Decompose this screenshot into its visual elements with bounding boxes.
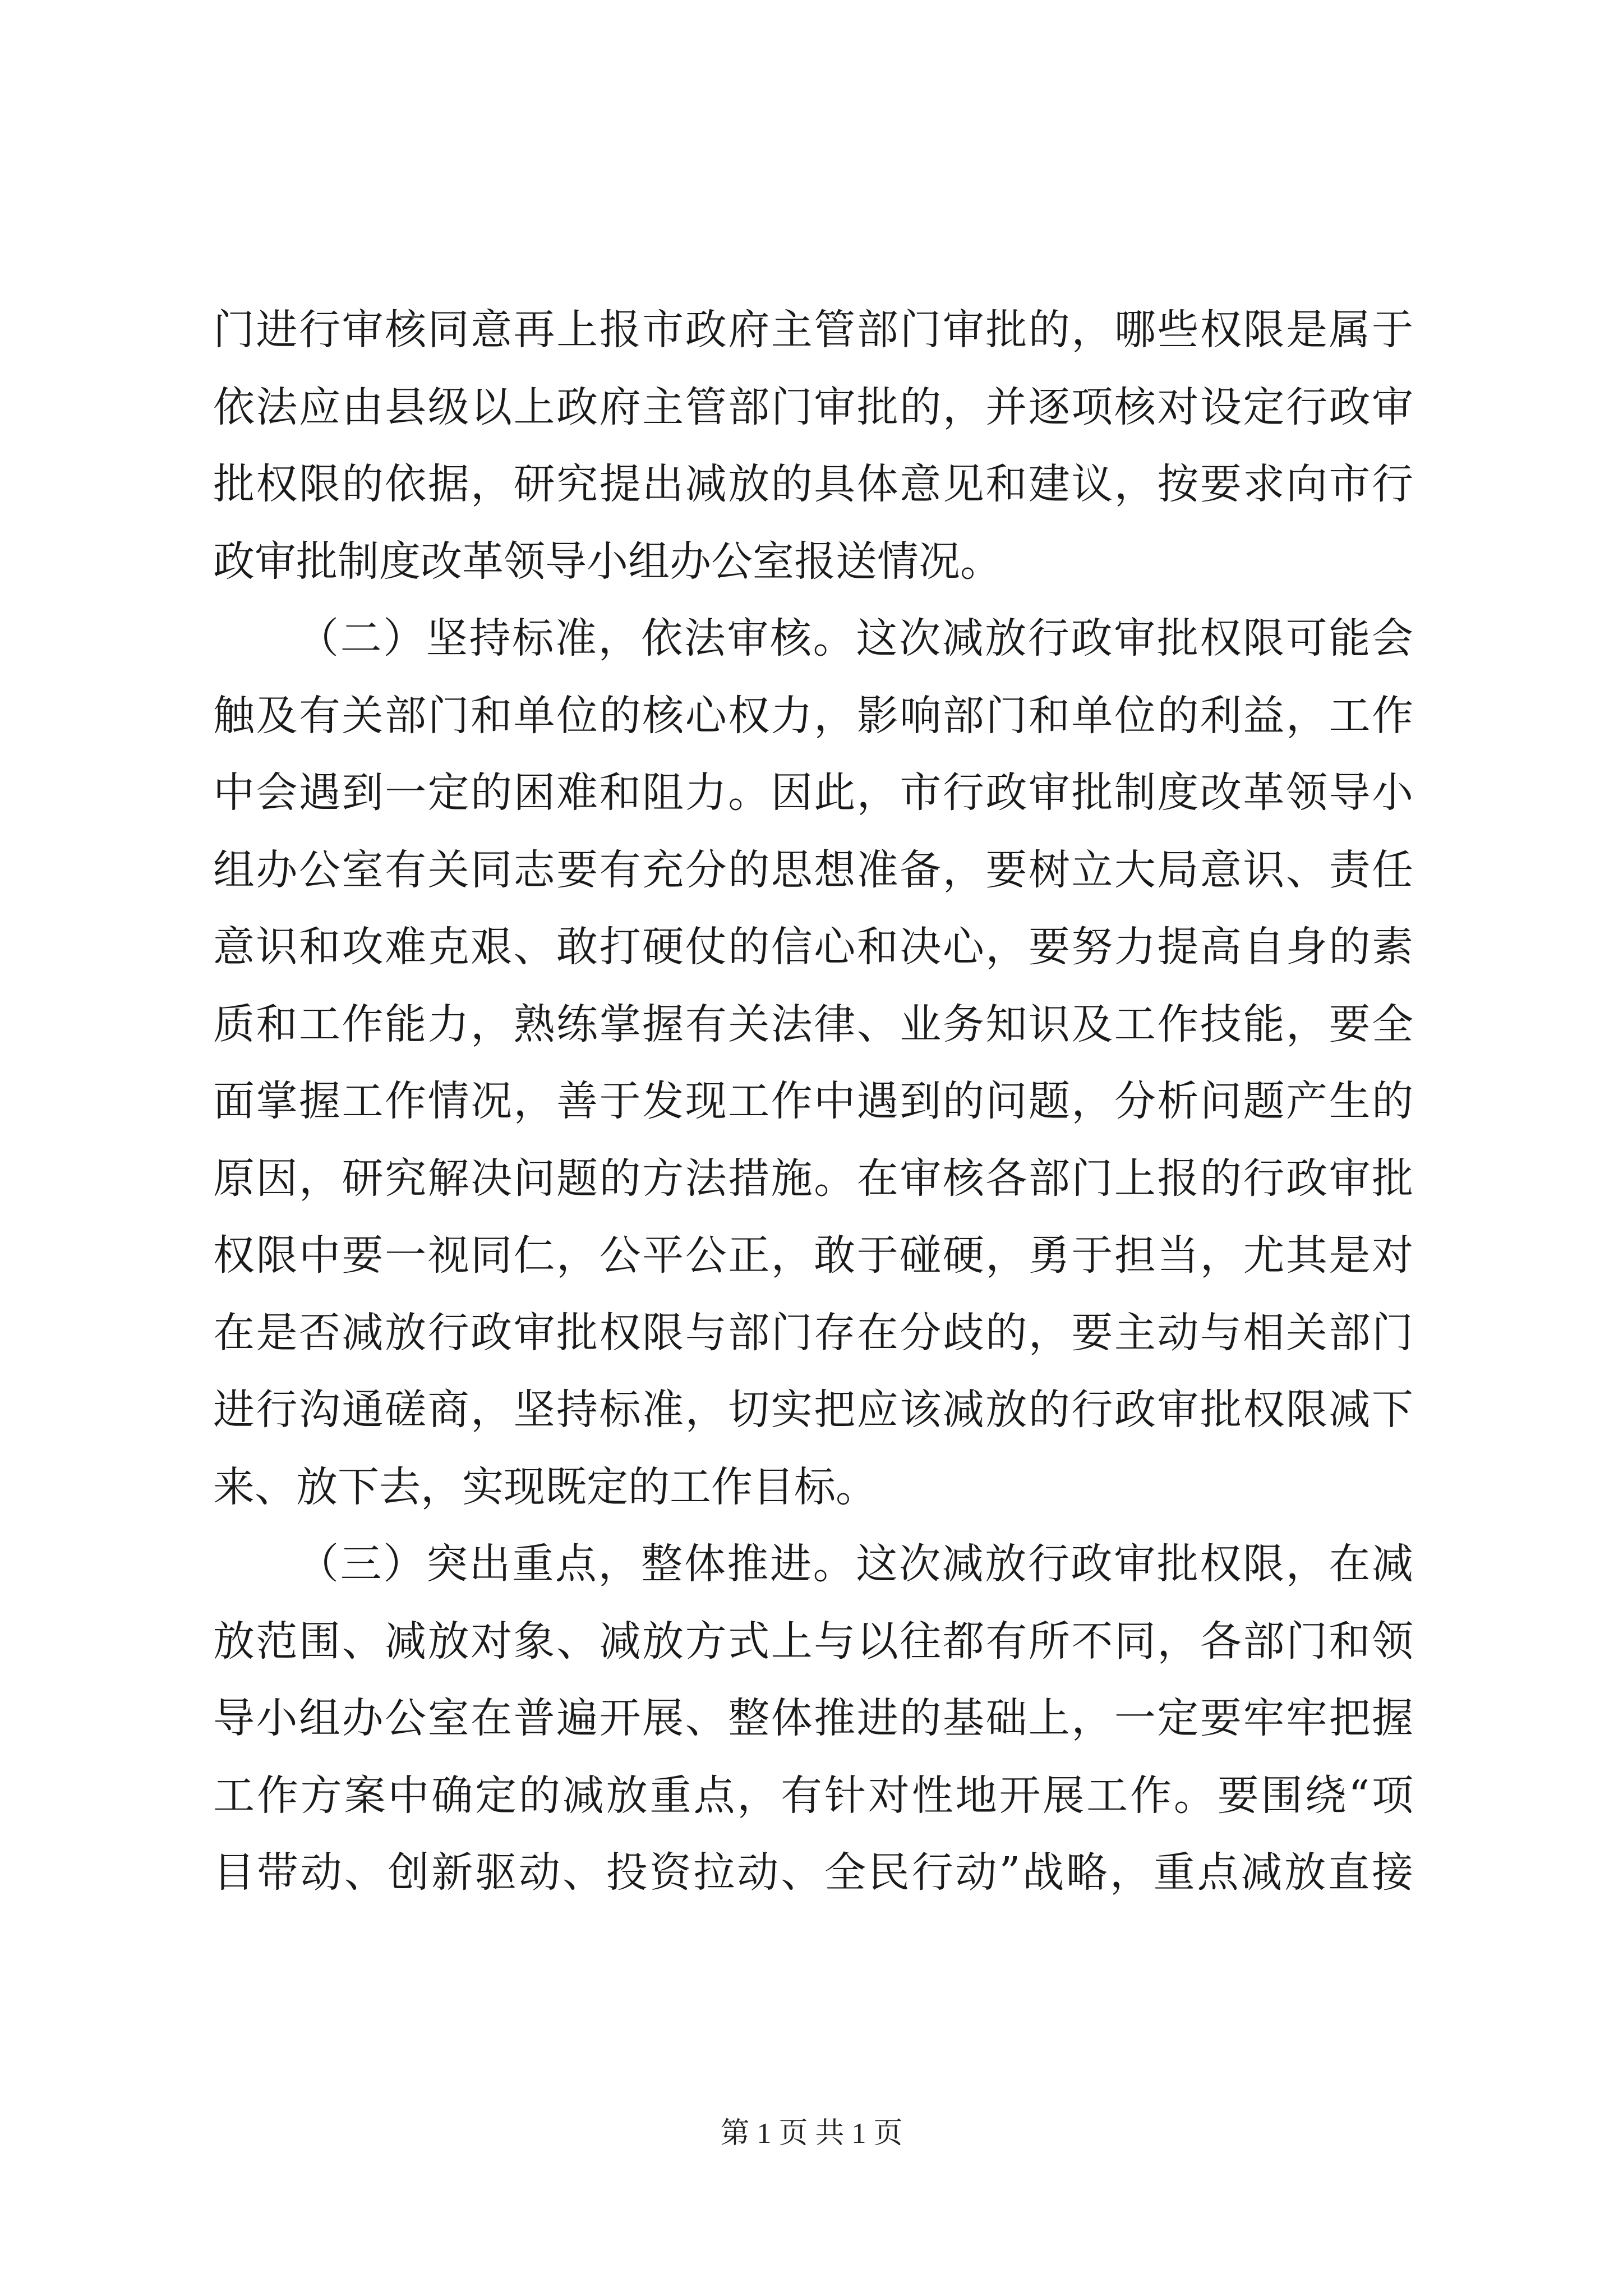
text-line: 中会遇到一定的困难和阻力。因此，市行政审批制度改革领导小 bbox=[213, 769, 1413, 817]
text-line: 质和工作能力，熟练掌握有关法律、业务知识及工作技能，要全 bbox=[213, 1000, 1413, 1048]
text-line: 政审批制度改革领导小组办公室报送情况。 bbox=[213, 537, 1002, 586]
text-line: 进行沟通磋商，坚持标准，切实把应该减放的行政审批权限减下 bbox=[213, 1386, 1413, 1434]
text-line: 触及有关部门和单位的核心权力，影响部门和单位的利益，工作 bbox=[213, 691, 1413, 740]
text-line: 面掌握工作情况，善于发现工作中遇到的问题，分析问题产生的 bbox=[213, 1077, 1413, 1125]
text-line: 意识和攻难克艰、敢打硬仗的信心和决心，要努力提高自身的素 bbox=[213, 923, 1413, 971]
text-line: （三）突出重点，整体推进。这次减放行政审批权限，在减 bbox=[297, 1540, 1413, 1588]
text-line: 目带动、创新驱动、投资拉动、全民行动”战略，重点减放直接 bbox=[213, 1848, 1413, 1897]
text-line: 在是否减放行政审批权限与部门存在分歧的，要主动与相关部门 bbox=[213, 1308, 1413, 1357]
text-line: 工作方案中确定的减放重点，有针对性地开展工作。要围绕“项 bbox=[213, 1771, 1413, 1820]
page-footer: 第 1 页 共 1 页 bbox=[720, 2118, 903, 2150]
text-line: 来、放下去，实现既定的工作目标。 bbox=[213, 1462, 877, 1511]
text-line: 依法应由县级以上政府主管部门审批的，并逐项核对设定行政审 bbox=[213, 383, 1413, 431]
document-body bbox=[213, 292, 1413, 1912]
text-line: （二）坚持标准，依法审核。这次减放行政审批权限可能会 bbox=[297, 614, 1413, 662]
text-line: 原因，研究解决问题的方法措施。在审核各部门上报的行政审批 bbox=[213, 1154, 1413, 1203]
text-line: 权限中要一视同仁，公平公正，敢于碰硬，勇于担当，尤其是对 bbox=[213, 1231, 1413, 1280]
text-line: 批权限的依据，研究提出减放的具体意见和建议，按要求向市行 bbox=[213, 460, 1413, 508]
paragraph bbox=[213, 292, 1413, 600]
paragraph bbox=[213, 1526, 1413, 1912]
text-line: 组办公室有关同志要有充分的思想准备，要树立大局意识、责任 bbox=[213, 845, 1413, 894]
text-line: 放范围、减放对象、减放方式上与以往都有所不同，各部门和领 bbox=[213, 1617, 1413, 1665]
paragraph bbox=[213, 600, 1413, 1526]
text-line: 门进行审核同意再上报市政府主管部门审批的，哪些权限是属于 bbox=[213, 306, 1413, 354]
text-line: 导小组办公室在普遍开展、整体推进的基础上，一定要牢牢把握 bbox=[213, 1694, 1413, 1742]
